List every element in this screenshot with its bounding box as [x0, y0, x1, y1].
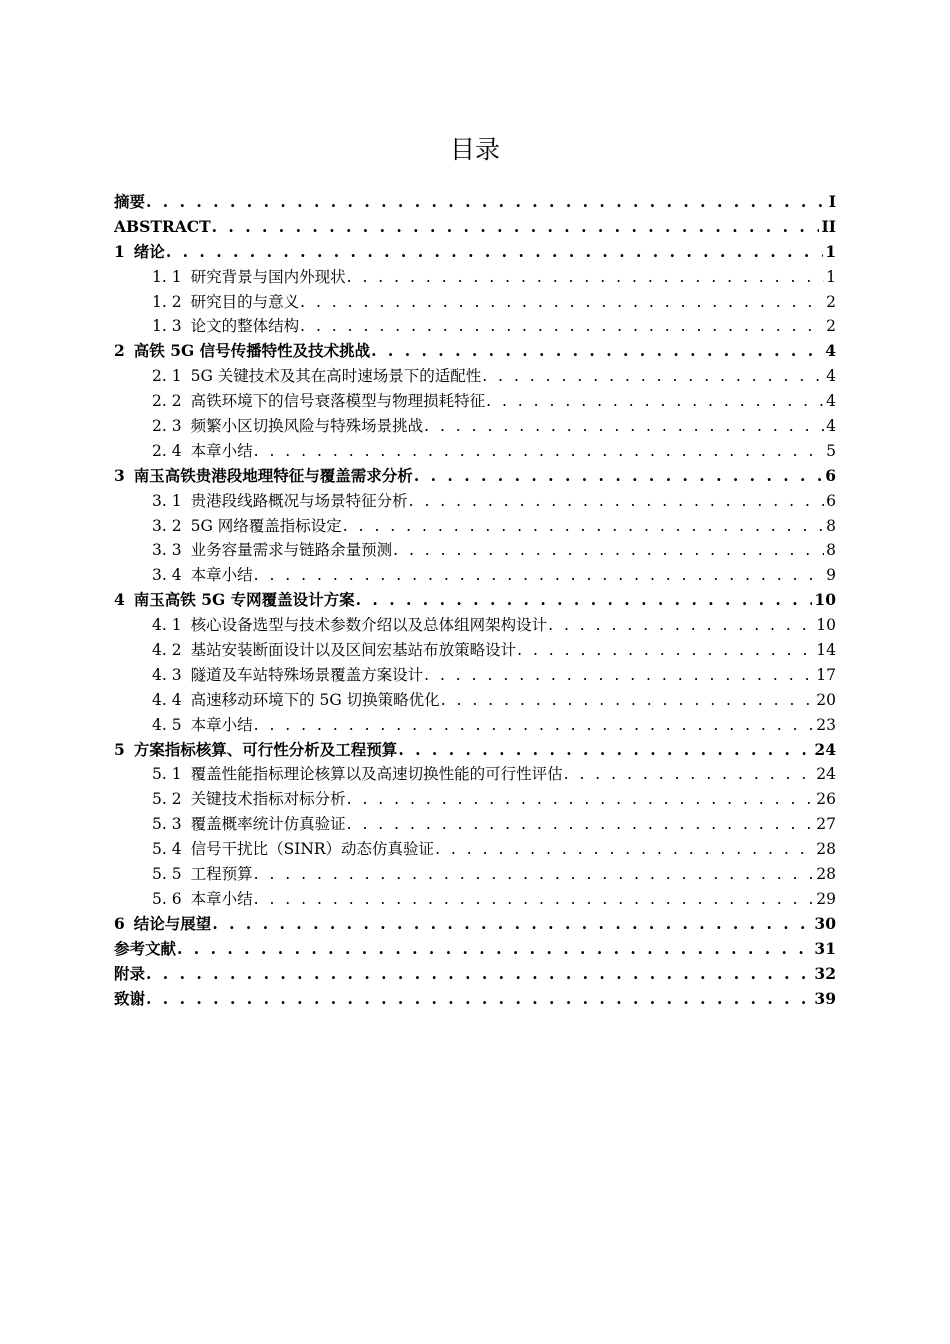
toc-entry-text: 参考文献 [114, 938, 177, 958]
toc-page-number: II [821, 216, 836, 236]
toc-entry-text: 南玉高铁 5G 专网覆盖设计方案 [133, 590, 355, 610]
toc-entry-text: 南玉高铁贵港段地理特征与覆盖需求分析 [133, 465, 413, 485]
toc-dot-leader [441, 688, 815, 713]
toc-dot-leader [486, 389, 824, 414]
toc-entry-text: 5G 关键技术及其在高时速场景下的适配性 [190, 367, 482, 386]
toc-dot-leader [414, 464, 823, 489]
toc-entry-text: 高铁 5G 信号传播特性及技术挑战 [133, 341, 371, 361]
toc-page-number: 6 [825, 465, 836, 485]
toc-entry-number: 2. 1 [152, 367, 182, 386]
toc-entry-text: 业务容量需求与链路余量预测 [190, 541, 393, 560]
toc-dot-leader [424, 414, 824, 439]
toc-section-entry[interactable] [114, 290, 836, 315]
toc-entry-text: 方案指标核算、可行性分析及工程预算 [133, 739, 398, 759]
toc-entry-number: 1 [114, 241, 125, 261]
toc-entry-number: 2 [114, 341, 125, 361]
toc-entry-label [114, 912, 211, 937]
toc-entry-number: 4. 5 [152, 715, 182, 734]
toc-entry-text: 结论与展望 [133, 913, 212, 933]
toc-page-number: 4 [826, 392, 836, 411]
toc-entry-label [152, 414, 423, 439]
toc-entry-text: 5G 网络覆盖指标设定 [190, 516, 342, 535]
toc-chapter-entry[interactable] [114, 738, 836, 763]
toc-entry-text: 本章小结 [190, 715, 253, 734]
toc-dot-leader [177, 937, 812, 962]
toc-section-entry[interactable] [114, 713, 836, 738]
toc-entry-number: 3. 1 [152, 491, 182, 510]
toc-chapter-entry[interactable] [114, 464, 836, 489]
toc-entry-number: 2. 2 [152, 392, 182, 411]
toc-entry-label [152, 514, 342, 539]
page-title: 目录 [449, 135, 500, 164]
toc-entry-label [152, 663, 423, 688]
toc-page-number: 32 [814, 963, 836, 983]
toc-entry-text: 摘要 [114, 192, 146, 211]
toc-section-entry[interactable] [114, 638, 836, 663]
toc-entry-label [152, 489, 408, 514]
toc-entry-text: 论文的整体结构 [190, 317, 300, 336]
toc-entry-text: 本章小结 [190, 566, 253, 585]
toc-page-number: 2 [826, 292, 836, 311]
toc-dot-leader [424, 663, 814, 688]
toc-section-entry[interactable] [114, 887, 836, 912]
toc-section-entry[interactable] [114, 414, 836, 439]
toc-entry-number: 5. 2 [152, 790, 182, 809]
toc-entry-label [152, 364, 481, 389]
toc-dot-leader [548, 613, 814, 638]
toc-dot-leader [146, 987, 812, 1012]
toc-entry-number: 5. 4 [152, 840, 182, 859]
toc-dot-leader [166, 240, 823, 265]
toc-entry-label [152, 439, 253, 464]
toc-dot-leader [212, 215, 820, 240]
toc-page-number: 5 [826, 441, 836, 460]
toc-section-entry[interactable] [114, 613, 836, 638]
toc-entry-label [152, 862, 253, 887]
toc-page-number: 30 [814, 913, 836, 933]
toc-page-number: 9 [826, 566, 836, 585]
toc-entry-label [114, 588, 355, 613]
toc-page-number: 27 [816, 815, 836, 834]
toc-dot-leader [393, 538, 824, 563]
toc-entry-number: 3. 3 [152, 541, 182, 560]
toc-page-number: 20 [816, 690, 836, 709]
toc-page-number: 28 [816, 865, 836, 884]
toc-chapter-entry[interactable] [114, 962, 836, 987]
toc-dot-leader [254, 563, 825, 588]
toc-section-entry[interactable] [114, 389, 836, 414]
toc-entry-label [152, 538, 392, 563]
toc-section-entry[interactable] [114, 787, 836, 812]
toc-section-entry[interactable] [114, 837, 836, 862]
toc-entry-number: 4. 2 [152, 641, 182, 660]
toc-dot-leader [409, 489, 825, 514]
toc-section-entry[interactable] [114, 812, 836, 837]
toc-chapter-entry[interactable] [114, 339, 836, 364]
toc-entry-label [152, 314, 299, 339]
toc-dot-leader [212, 912, 812, 937]
toc-entry-label [114, 215, 211, 240]
toc-entry-number: 1. 1 [152, 267, 182, 286]
toc-entry-label [114, 190, 145, 215]
toc-page-number: 6 [826, 491, 836, 510]
toc-entry-text: 附录 [114, 963, 146, 983]
toc-entry-number: 5 [114, 739, 125, 759]
toc-entry-label [114, 339, 370, 364]
table-of-contents [114, 190, 836, 1011]
toc-dot-leader [564, 762, 815, 787]
toc-entry-number: 2. 4 [152, 441, 182, 460]
toc-section-entry[interactable] [114, 862, 836, 887]
toc-section-entry[interactable] [114, 762, 836, 787]
toc-dot-leader [300, 290, 824, 315]
toc-chapter-entry[interactable] [114, 937, 836, 962]
toc-entry-text: 信号干扰比（SINR）动态仿真验证 [190, 840, 435, 859]
toc-entry-number: 5. 1 [152, 765, 182, 784]
toc-entry-text: 绪论 [133, 241, 165, 261]
toc-entry-number: 4. 1 [152, 616, 182, 635]
toc-entry-label [114, 738, 397, 763]
toc-chapter-entry[interactable] [114, 987, 836, 1012]
toc-section-entry[interactable] [114, 364, 836, 389]
toc-dot-leader [300, 314, 824, 339]
toc-entry-text: 研究背景与国内外现状 [190, 267, 346, 286]
toc-section-entry[interactable] [114, 489, 836, 514]
toc-page-number: 8 [826, 541, 836, 560]
toc-dot-leader [517, 638, 814, 663]
toc-page-number: 2 [826, 317, 836, 336]
toc-section-entry[interactable] [114, 538, 836, 563]
toc-page-number: I [828, 192, 836, 211]
toc-chapter-entry[interactable] [114, 215, 836, 240]
toc-entry-label [152, 290, 299, 315]
toc-section-entry[interactable] [114, 439, 836, 464]
toc-entry-text: 本章小结 [190, 889, 253, 908]
toc-section-entry[interactable] [114, 563, 836, 588]
toc-page-number: 1 [826, 267, 836, 286]
toc-entry-text: 研究目的与意义 [190, 292, 300, 311]
toc-entry-text: 频繁小区切换风险与特殊场景挑战 [190, 417, 424, 436]
toc-entry-number: 5. 6 [152, 889, 182, 908]
toc-page-number: 17 [816, 665, 836, 684]
toc-entry-label [152, 389, 485, 414]
toc-page-number: 4 [826, 367, 836, 386]
toc-entry-label [114, 937, 176, 962]
toc-entry-text: ABSTRACT [114, 216, 211, 236]
toc-entry-number: 3. 4 [152, 566, 182, 585]
toc-entry-text: 本章小结 [190, 441, 253, 460]
toc-page-number: 10 [816, 616, 836, 635]
toc-entry-label [152, 887, 253, 912]
toc-page-number: 8 [826, 516, 836, 535]
toc-entry-number: 3. 2 [152, 516, 182, 535]
toc-entry-text: 贵港段线路概况与场景特征分析 [190, 491, 408, 510]
toc-page-number: 4 [826, 417, 836, 436]
toc-entry-label [152, 837, 434, 862]
toc-entry-number: 5. 3 [152, 815, 182, 834]
toc-entry-label [152, 638, 516, 663]
toc-page-number: 10 [814, 590, 836, 610]
toc-entry-number: 4. 4 [152, 690, 182, 709]
toc-page-number: 24 [816, 765, 836, 784]
toc-dot-leader [347, 812, 815, 837]
toc-entry-text: 覆盖性能指标理论核算以及高速切换性能的可行性评估 [190, 765, 563, 784]
toc-entry-text: 核心设备选型与技术参数介绍以及总体组网架构设计 [190, 616, 548, 635]
toc-dot-leader [254, 439, 825, 464]
toc-entry-label [152, 812, 346, 837]
toc-entry-number: 1. 3 [152, 317, 182, 336]
toc-dot-leader [347, 265, 825, 290]
toc-entry-label [152, 713, 253, 738]
toc-chapter-entry[interactable] [114, 240, 836, 265]
toc-section-entry[interactable] [114, 314, 836, 339]
toc-dot-leader [356, 588, 813, 613]
toc-entry-label [152, 762, 563, 787]
toc-section-entry[interactable] [114, 514, 836, 539]
toc-chapter-entry[interactable] [114, 190, 836, 215]
toc-entry-number: 3 [114, 465, 125, 485]
toc-dot-leader [343, 514, 824, 539]
toc-entry-label [152, 787, 346, 812]
toc-section-entry[interactable] [114, 688, 836, 713]
toc-entry-label [114, 987, 145, 1012]
toc-entry-number: 4 [114, 590, 125, 610]
toc-entry-label [114, 240, 165, 265]
toc-entry-number: 2. 3 [152, 417, 182, 436]
toc-page-number: 31 [814, 938, 836, 958]
toc-page-number: 29 [816, 889, 836, 908]
toc-entry-text: 致谢 [114, 988, 146, 1008]
toc-entry-text: 关键技术指标对标分析 [190, 790, 346, 809]
toc-entry-label [152, 688, 440, 713]
toc-page-number: 23 [816, 715, 836, 734]
toc-entry-label [152, 563, 253, 588]
toc-entry-label [152, 613, 547, 638]
toc-page-number: 39 [814, 988, 836, 1008]
toc-dot-leader [146, 190, 827, 215]
toc-page-number: 4 [825, 341, 836, 361]
toc-dot-leader [146, 962, 812, 987]
toc-dot-leader [371, 339, 823, 364]
toc-entry-label [114, 962, 145, 987]
toc-entry-label [152, 265, 346, 290]
toc-entry-text: 覆盖概率统计仿真验证 [190, 815, 346, 834]
toc-entry-text: 高铁环境下的信号衰落模型与物理损耗特征 [190, 392, 486, 411]
toc-page-number: 28 [816, 840, 836, 859]
toc-dot-leader [347, 787, 815, 812]
toc-page-number: 1 [825, 241, 836, 261]
toc-dot-leader [254, 862, 815, 887]
toc-dot-leader [398, 738, 812, 763]
toc-entry-text: 隧道及车站特殊场景覆盖方案设计 [190, 665, 424, 684]
toc-chapter-entry[interactable] [114, 912, 836, 937]
toc-dot-leader [254, 713, 815, 738]
toc-entry-number: 6 [114, 913, 125, 933]
toc-entry-number: 5. 5 [152, 865, 182, 884]
toc-dot-leader [482, 364, 824, 389]
toc-dot-leader [254, 887, 815, 912]
toc-dot-leader [435, 837, 814, 862]
toc-entry-text: 高速移动环境下的 5G 切换策略优化 [190, 690, 440, 709]
toc-entry-text: 基站安装断面设计以及区间宏基站布放策略设计 [190, 641, 517, 660]
toc-section-entry[interactable] [114, 265, 836, 290]
toc-section-entry[interactable] [114, 663, 836, 688]
toc-page-number: 26 [816, 790, 836, 809]
toc-entry-text: 工程预算 [190, 865, 253, 884]
toc-entry-number: 4. 3 [152, 665, 182, 684]
toc-entry-number: 1. 2 [152, 292, 182, 311]
toc-page-number: 14 [816, 641, 836, 660]
toc-entry-label [114, 464, 413, 489]
toc-page-number: 24 [814, 739, 836, 759]
toc-chapter-entry[interactable] [114, 588, 836, 613]
